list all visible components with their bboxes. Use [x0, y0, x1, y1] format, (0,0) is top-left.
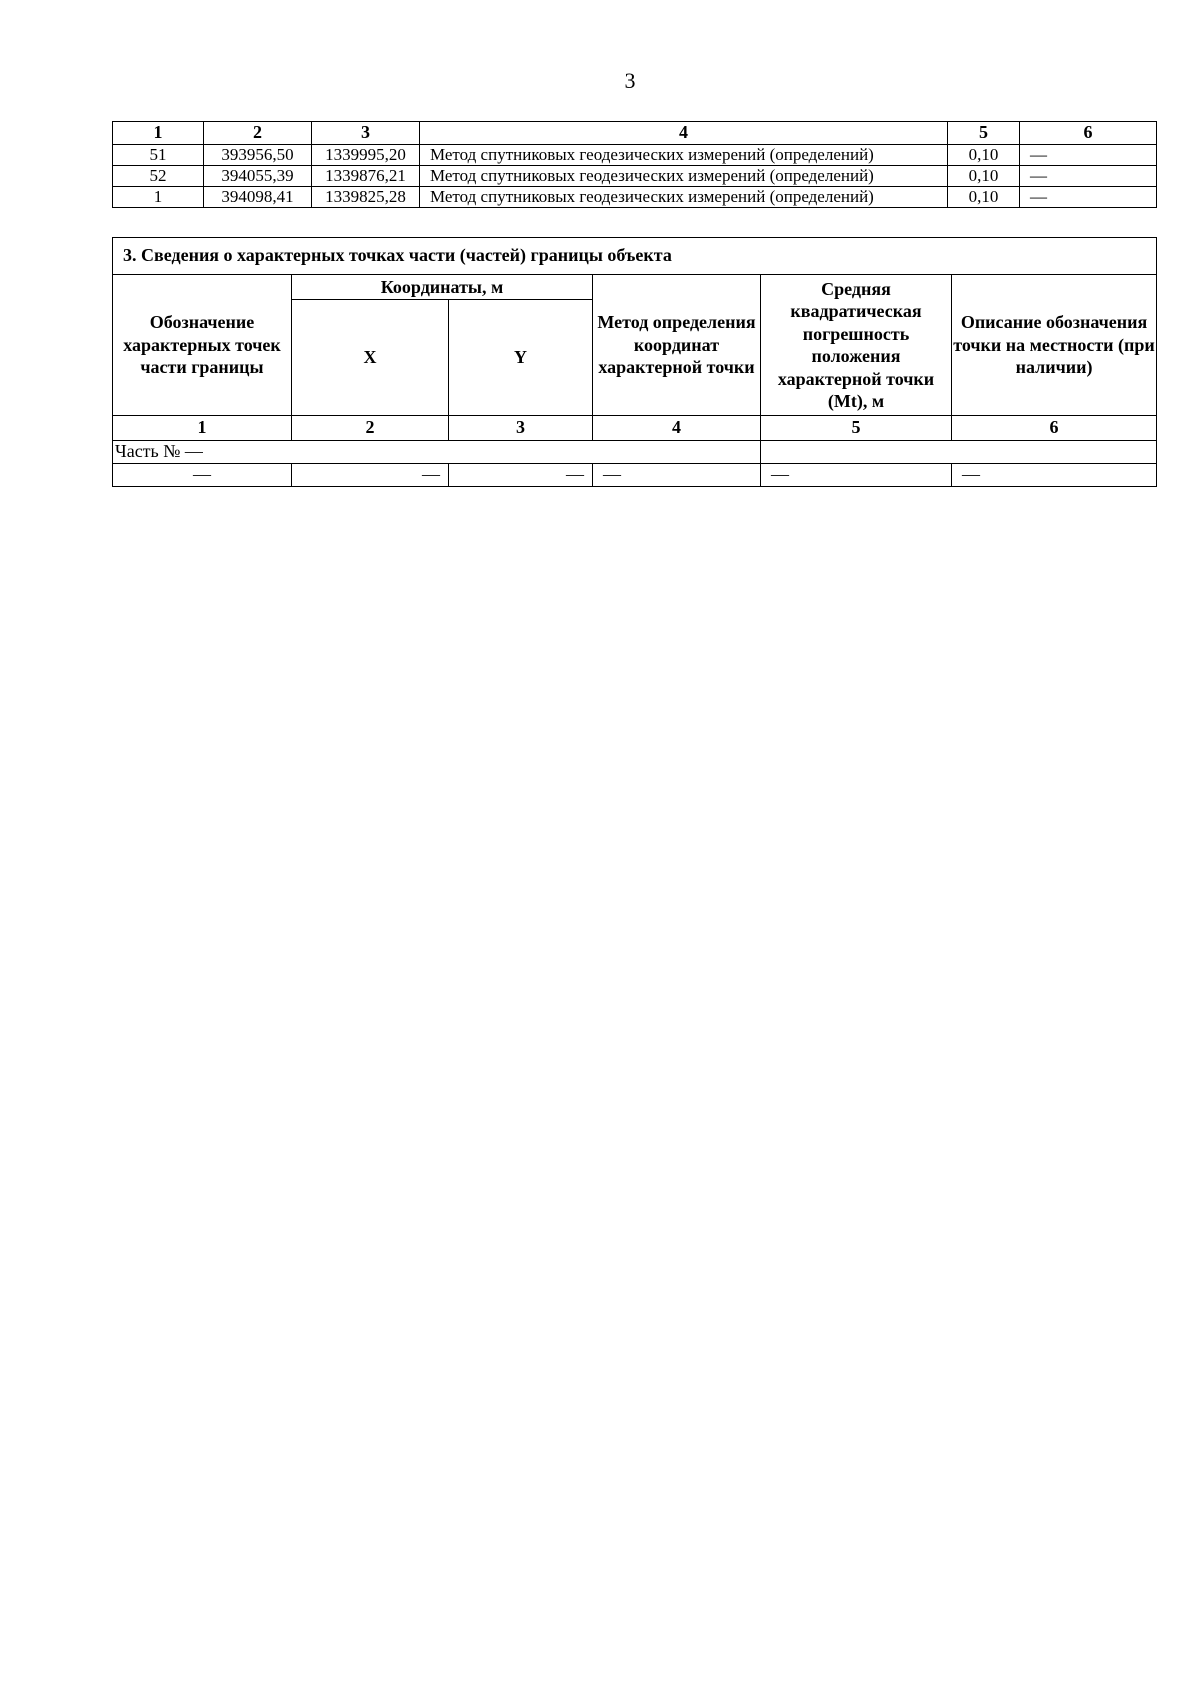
table-row — [113, 187, 1157, 208]
table-row — [113, 166, 1157, 187]
x-coordinate-cell: 393956,50 — [204, 145, 312, 166]
x-coordinate-cell: 394098,41 — [204, 187, 312, 208]
error-header: Средняя квадратическая погрешность положения характерной точки (Mt), м — [761, 275, 952, 416]
point-id-cell: 1 — [113, 187, 204, 208]
header-cell: 2 — [204, 122, 312, 145]
table-row — [113, 464, 1157, 487]
part-boundary-points-table — [112, 237, 1157, 487]
table-row — [113, 145, 1157, 166]
header-cell: 1 — [113, 122, 204, 145]
x-header: X — [292, 300, 449, 416]
page-number: 3 — [624, 68, 636, 93]
dash-cell: — — [113, 464, 292, 487]
description-cell: — — [1020, 145, 1157, 166]
point-id-cell: 51 — [113, 145, 204, 166]
method-header: Метод определения координат характерной точки — [593, 275, 761, 416]
header-cell: 5 — [948, 122, 1020, 145]
error-cell: 0,10 — [948, 166, 1020, 187]
boundary-points-table — [112, 121, 1157, 208]
point-id-cell: 52 — [113, 166, 204, 187]
header-cell: 4 — [420, 122, 948, 145]
column-number: 5 — [761, 416, 952, 441]
column-number: 4 — [593, 416, 761, 441]
description-cell: — — [1020, 166, 1157, 187]
error-cell: 0,10 — [948, 187, 1020, 208]
column-number: 6 — [952, 416, 1157, 441]
dash-cell: — — [761, 464, 952, 487]
description-cell: — — [1020, 187, 1157, 208]
header-cell: 3 — [312, 122, 420, 145]
dash-cell: — — [292, 464, 449, 487]
dash-cell: — — [449, 464, 593, 487]
column-number: 1 — [113, 416, 292, 441]
y-header: Y — [449, 300, 593, 416]
method-cell: Метод спутниковых геодезических измерений (определений) — [420, 166, 948, 187]
coordinates-header: Координаты, м — [292, 275, 593, 300]
column-number: 2 — [292, 416, 449, 441]
table-header-row — [113, 122, 1157, 145]
y-coordinate-cell: 1339876,21 — [312, 166, 420, 187]
section-title: 3. Сведения о характерных точках части (частей) границы объекта — [113, 238, 1157, 275]
description-header: Описание обозначения точки на местности (при наличии) — [952, 275, 1157, 416]
column-number-row — [113, 416, 1157, 441]
part-empty-cell — [761, 441, 1157, 464]
dash-cell: — — [952, 464, 1157, 487]
y-coordinate-cell: 1339995,20 — [312, 145, 420, 166]
part-row — [113, 441, 1157, 464]
method-cell: Метод спутниковых геодезических измерений (определений) — [420, 187, 948, 208]
header-cell: 6 — [1020, 122, 1157, 145]
column-number: 3 — [449, 416, 593, 441]
dash-cell: — — [593, 464, 761, 487]
part-label: Часть № — — [113, 441, 761, 464]
y-coordinate-cell: 1339825,28 — [312, 187, 420, 208]
method-cell: Метод спутниковых геодезических измерений (определений) — [420, 145, 948, 166]
designation-header: Обозначение характерных точек части границы — [113, 275, 292, 416]
x-coordinate-cell: 394055,39 — [204, 166, 312, 187]
error-cell: 0,10 — [948, 145, 1020, 166]
